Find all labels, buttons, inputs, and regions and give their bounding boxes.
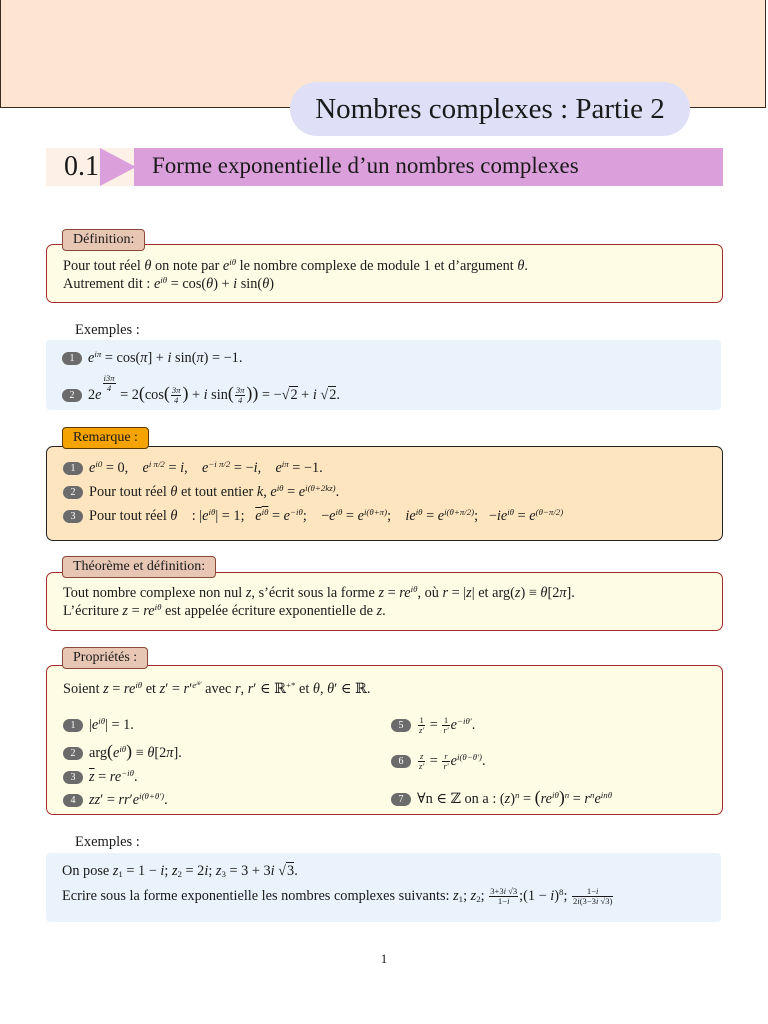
item-badge: 1: [63, 462, 83, 475]
example-2-line-1: On pose $z_1 = 1 - i$; $z_2 = 2i$; $z_3 = 3 + 3i$ √3.: [62, 863, 298, 880]
item-badge: 2: [63, 486, 83, 499]
property-4: 4 $zz' = rr'e^{i(\theta+\theta')}$.: [63, 791, 168, 809]
theorem-line-1: Tout nombre complexe non nul z, s’écrit sous la forme $z = re^{i\theta}$, où r = |z| et arg(z) ≡ θ[2π].: [63, 584, 575, 601]
item-badge: 3: [63, 510, 83, 523]
item-badge: 5: [391, 719, 411, 732]
item-badge: 7: [391, 793, 411, 806]
item-badge: 2: [62, 389, 82, 402]
examples-label-1: Exemples :: [75, 322, 140, 338]
theorem-box: [46, 572, 723, 631]
item-badge: 6: [391, 755, 411, 768]
example-2-line-2: Ecrire sous la forme exponentielle les nombres complexes suivants: $z_1$; $z_2$; $\frac{3+3i √3}{1-i}$ ;(1 − i)$^8$; $\frac{1-i}{2i(3-3i √3)}$: [62, 886, 613, 906]
page-number: 1: [380, 951, 388, 966]
example-1-line-1: 1 $e^{i\pi} = \cos(\pi] + i$ sin(π) = −1.: [62, 350, 242, 367]
properties-tag: Propriétés :: [62, 647, 148, 669]
definition-tag: Définition:: [62, 229, 145, 251]
remark-tag: Remarque :: [62, 427, 149, 449]
section-number: 0.1: [46, 148, 136, 186]
section-title: Forme exponentielle d’un nombres complexes: [134, 148, 723, 186]
examples-box-1: [46, 340, 721, 410]
property-6: 6 $\frac{z}{z'}$ = $\frac{r}{r'}$ $e^{i(\theta-\theta')}$.: [391, 752, 486, 771]
definition-line-2: Autrement dit : $e^{i\theta} = \cos(\theta) + i$ sin(θ): [63, 275, 274, 292]
examples-box-2: [46, 853, 721, 922]
item-badge: 1: [63, 719, 83, 732]
property-1: 1 $|e^{i\theta}| = 1$.: [63, 716, 134, 734]
theorem-line-2: L’écriture $z = re^{i\theta}$ est appelée écriture exponentielle de z.: [63, 602, 386, 619]
property-2: 2 $arg(e^{i\theta}) \equiv \theta[2\pi]$.: [63, 742, 182, 762]
remark-line-2: 2 Pour tout réel θ et tout entier k, $e^{i\theta} = e^{i(\theta+2kz)}$.: [63, 483, 339, 501]
remark-line-1: 1 $e^{i0} = 0$, $e^{i \pi/2} = i$, $e^{-i \pi/2} = -i$, $e^{i\pi} = -1$.: [63, 459, 323, 477]
remark-line-3: 3 Pour tout réel θ : $|e^{i\theta}| = 1$; $e^{i\theta} = e^{-i\theta}$; $-e^{i\theta} = e^{i(\theta+\pi)}$; $ie^{i\theta} = e^{i(\theta+\pi/2)}$; $-ie^{i\theta} = e^{(\theta-\pi/2)}$: [63, 507, 563, 525]
item-badge: 4: [63, 794, 83, 807]
page-title: Nombres complexes : Partie 2: [290, 82, 690, 136]
example-1-line-2: 2 2e $\frac{i3\pi}{4}$ = 2(cos( $\frac{3\pi}{4}$ ) + i sin( $\frac{3\pi}{4}$ )) = −√2 + i √2.: [62, 374, 340, 405]
item-badge: 3: [63, 771, 83, 784]
property-3: 3 $\overline{z} = re^{-i\theta}$.: [63, 768, 138, 786]
properties-box: [46, 665, 723, 815]
theorem-tag: Théorème et définition:: [62, 556, 216, 578]
examples-label-2: Exemples :: [75, 834, 140, 850]
properties-intro: Soient $z = re^{i\theta}$ et $z' = r'^{e^{i\theta'}}$ avec r, r′ ∈ ℝ+* et θ, θ′ ∈ ℝ.: [63, 680, 371, 697]
definition-box: [46, 244, 723, 303]
item-badge: 2: [63, 747, 83, 760]
definition-line-1: Pour tout réel θ on note par $e^{i\theta}$ le nombre complexe de module 1 et d’argument θ.: [63, 257, 528, 274]
property-7: 7 ∀n ∈ ℤ on a : $(z)^n = (re^{i\theta})^n = r^ne^{in\theta}$: [391, 788, 612, 808]
item-badge: 1: [62, 352, 82, 365]
remark-box: [46, 446, 723, 541]
property-5: 5 $\frac{1}{z'}$ = $\frac{1}{r'}$ $e^{-i\theta'}$.: [391, 716, 475, 735]
